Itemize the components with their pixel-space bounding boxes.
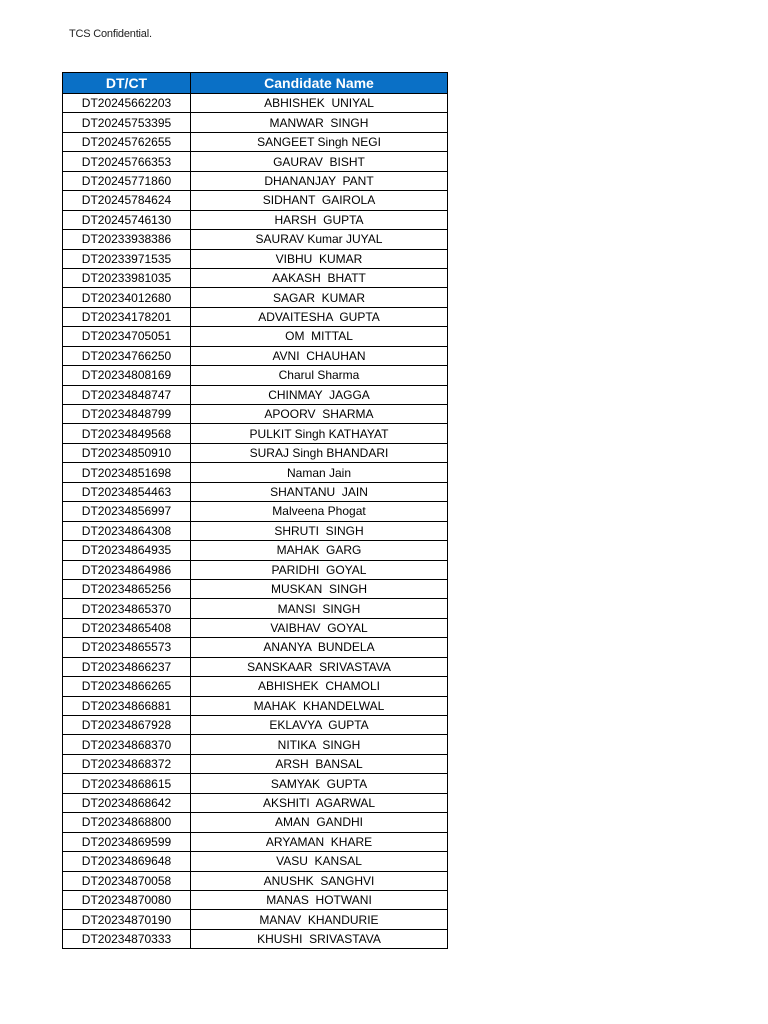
cell-dt-ct: DT20234867928 [63, 716, 191, 735]
cell-candidate-name: SURAJ Singh BHANDARI [191, 443, 448, 462]
cell-dt-ct: DT20234865370 [63, 599, 191, 618]
cell-candidate-name: KHUSHI SRIVASTAVA [191, 929, 448, 948]
cell-candidate-name: DHANANJAY PANT [191, 171, 448, 190]
table-row [63, 677, 448, 696]
table-row [63, 910, 448, 929]
table-row [63, 560, 448, 579]
table-row [63, 366, 448, 385]
cell-dt-ct: DT20233938386 [63, 230, 191, 249]
table-header [63, 73, 448, 94]
cell-dt-ct: DT20234849568 [63, 424, 191, 443]
cell-candidate-name: GAURAV BISHT [191, 152, 448, 171]
table-row [63, 813, 448, 832]
cell-dt-ct: DT20245766353 [63, 152, 191, 171]
cell-candidate-name: SAGAR KUMAR [191, 288, 448, 307]
cell-candidate-name: MANSI SINGH [191, 599, 448, 618]
cell-dt-ct: DT20234870080 [63, 890, 191, 909]
table-row [63, 502, 448, 521]
cell-dt-ct: DT20234864308 [63, 521, 191, 540]
cell-candidate-name: AVNI CHAUHAN [191, 346, 448, 365]
cell-dt-ct: DT20245784624 [63, 191, 191, 210]
table-row [63, 463, 448, 482]
cell-candidate-name: Malveena Phogat [191, 502, 448, 521]
cell-candidate-name: MUSKAN SINGH [191, 579, 448, 598]
table-row [63, 113, 448, 132]
table-row [63, 832, 448, 851]
table-row [63, 230, 448, 249]
table-row [63, 871, 448, 890]
table-row [63, 657, 448, 676]
table-row [63, 929, 448, 948]
cell-dt-ct: DT20234012680 [63, 288, 191, 307]
cell-dt-ct: DT20234864935 [63, 541, 191, 560]
cell-candidate-name: VASU KANSAL [191, 852, 448, 871]
cell-dt-ct: DT20234856997 [63, 502, 191, 521]
cell-dt-ct: DT20234868800 [63, 813, 191, 832]
cell-candidate-name: OM MITTAL [191, 327, 448, 346]
cell-dt-ct: DT20234766250 [63, 346, 191, 365]
table-row [63, 696, 448, 715]
cell-dt-ct: DT20234868372 [63, 754, 191, 773]
cell-candidate-name: AKSHITI AGARWAL [191, 793, 448, 812]
cell-dt-ct: DT20234870333 [63, 929, 191, 948]
cell-candidate-name: SAMYAK GUPTA [191, 774, 448, 793]
cell-dt-ct: DT20233981035 [63, 268, 191, 287]
cell-dt-ct: DT20234869648 [63, 852, 191, 871]
table-row [63, 793, 448, 812]
cell-dt-ct: DT20234868615 [63, 774, 191, 793]
table-row [63, 890, 448, 909]
cell-dt-ct: DT20234848747 [63, 385, 191, 404]
table-row [63, 268, 448, 287]
cell-candidate-name: EKLAVYA GUPTA [191, 716, 448, 735]
table-row [63, 716, 448, 735]
cell-dt-ct: DT20234869599 [63, 832, 191, 851]
cell-candidate-name: ABHISHEK UNIYAL [191, 94, 448, 113]
cell-dt-ct: DT20234870190 [63, 910, 191, 929]
cell-candidate-name: MAHAK GARG [191, 541, 448, 560]
cell-candidate-name: ADVAITESHA GUPTA [191, 307, 448, 326]
table-row [63, 774, 448, 793]
table-row [63, 132, 448, 151]
cell-candidate-name: ANANYA BUNDELA [191, 638, 448, 657]
table-row [63, 754, 448, 773]
cell-dt-ct: DT20234178201 [63, 307, 191, 326]
cell-candidate-name: ANUSHK SANGHVI [191, 871, 448, 890]
cell-candidate-name: PARIDHI GOYAL [191, 560, 448, 579]
cell-dt-ct: DT20234865256 [63, 579, 191, 598]
cell-candidate-name: SANSKAAR SRIVASTAVA [191, 657, 448, 676]
table-row [63, 618, 448, 637]
table-row [63, 405, 448, 424]
table-row [63, 152, 448, 171]
confidentiality-label: TCS Confidential. [69, 28, 152, 40]
table-row [63, 94, 448, 113]
cell-dt-ct: DT20234868370 [63, 735, 191, 754]
cell-dt-ct: DT20234865408 [63, 618, 191, 637]
cell-dt-ct: DT20245753395 [63, 113, 191, 132]
cell-candidate-name: HARSH GUPTA [191, 210, 448, 229]
table-body [63, 94, 448, 949]
table-row [63, 327, 448, 346]
cell-candidate-name: MANAS HOTWANI [191, 890, 448, 909]
table-row [63, 424, 448, 443]
table-row [63, 443, 448, 462]
table-row [63, 735, 448, 754]
cell-candidate-name: CHINMAY JAGGA [191, 385, 448, 404]
table-row [63, 482, 448, 501]
cell-dt-ct: DT20245771860 [63, 171, 191, 190]
cell-dt-ct: DT20234808169 [63, 366, 191, 385]
cell-dt-ct: DT20234868642 [63, 793, 191, 812]
cell-dt-ct: DT20233971535 [63, 249, 191, 268]
cell-dt-ct: DT20234865573 [63, 638, 191, 657]
cell-candidate-name: APOORV SHARMA [191, 405, 448, 424]
cell-dt-ct: DT20234864986 [63, 560, 191, 579]
cell-candidate-name: MANAV KHANDURIE [191, 910, 448, 929]
header-row [63, 73, 448, 94]
table-row [63, 171, 448, 190]
table-row [63, 599, 448, 618]
cell-dt-ct: DT20234866237 [63, 657, 191, 676]
table-row [63, 521, 448, 540]
candidate-table [62, 72, 448, 949]
cell-candidate-name: VAIBHAV GOYAL [191, 618, 448, 637]
cell-dt-ct: DT20234705051 [63, 327, 191, 346]
cell-dt-ct: DT20234866881 [63, 696, 191, 715]
cell-dt-ct: DT20234851698 [63, 463, 191, 482]
cell-candidate-name: ARSH BANSAL [191, 754, 448, 773]
table-row [63, 249, 448, 268]
cell-dt-ct: DT20234850910 [63, 443, 191, 462]
table-row [63, 191, 448, 210]
cell-candidate-name: PULKIT Singh KATHAYAT [191, 424, 448, 443]
cell-candidate-name: Naman Jain [191, 463, 448, 482]
cell-candidate-name: ARYAMAN KHARE [191, 832, 448, 851]
cell-dt-ct: DT20234848799 [63, 405, 191, 424]
cell-dt-ct: DT20245746130 [63, 210, 191, 229]
table-row [63, 210, 448, 229]
table-row [63, 852, 448, 871]
cell-dt-ct: DT20245762655 [63, 132, 191, 151]
table-row [63, 307, 448, 326]
table-row [63, 288, 448, 307]
cell-candidate-name: MAHAK KHANDELWAL [191, 696, 448, 715]
cell-candidate-name: SHRUTI SINGH [191, 521, 448, 540]
cell-candidate-name: SIDHANT GAIROLA [191, 191, 448, 210]
table-row [63, 385, 448, 404]
cell-candidate-name: VIBHU KUMAR [191, 249, 448, 268]
column-header-candidate-name: Candidate Name [191, 73, 448, 94]
cell-candidate-name: Charul Sharma [191, 366, 448, 385]
cell-candidate-name: NITIKA SINGH [191, 735, 448, 754]
cell-candidate-name: AMAN GANDHI [191, 813, 448, 832]
cell-dt-ct: DT20245662203 [63, 94, 191, 113]
cell-dt-ct: DT20234854463 [63, 482, 191, 501]
cell-candidate-name: AAKASH BHATT [191, 268, 448, 287]
cell-candidate-name: MANWAR SINGH [191, 113, 448, 132]
table-row [63, 638, 448, 657]
cell-dt-ct: DT20234866265 [63, 677, 191, 696]
table-row [63, 346, 448, 365]
cell-candidate-name: SAURAV Kumar JUYAL [191, 230, 448, 249]
column-header-dt-ct: DT/CT [63, 73, 191, 94]
cell-candidate-name: SANGEET Singh NEGI [191, 132, 448, 151]
cell-candidate-name: ABHISHEK CHAMOLI [191, 677, 448, 696]
cell-candidate-name: SHANTANU JAIN [191, 482, 448, 501]
table-row [63, 579, 448, 598]
cell-dt-ct: DT20234870058 [63, 871, 191, 890]
table-row [63, 541, 448, 560]
